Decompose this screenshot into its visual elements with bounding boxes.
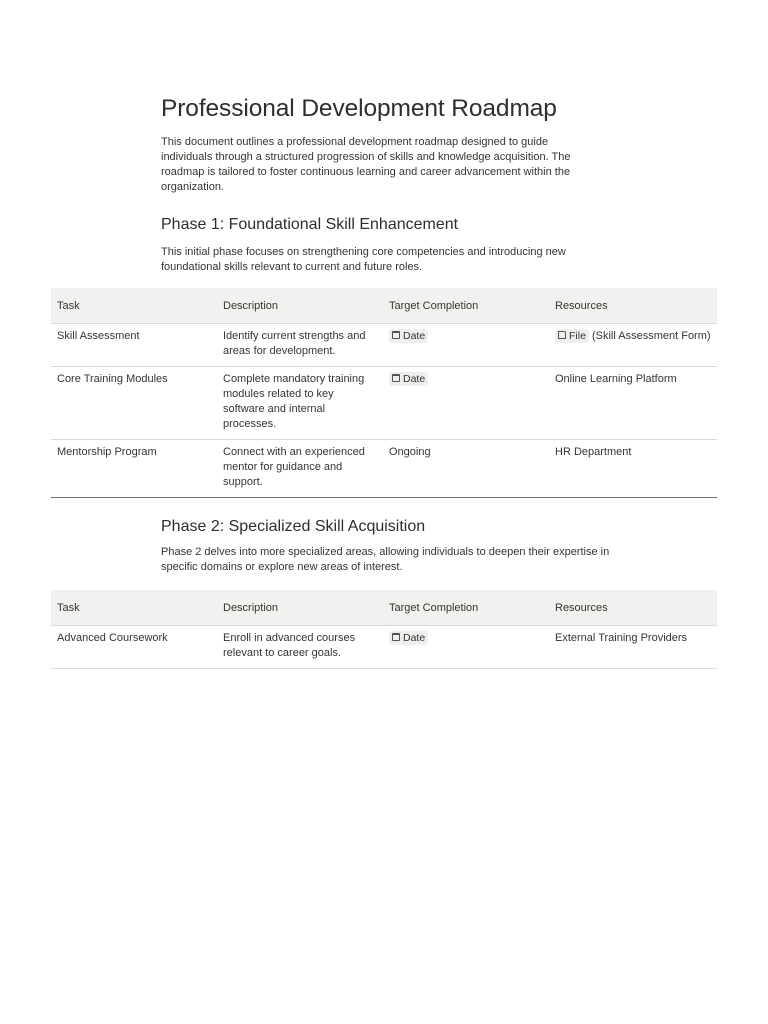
header-target-completion: Target Completion bbox=[383, 288, 549, 324]
cell-target: Ongoing bbox=[383, 440, 549, 498]
phase2-section bbox=[161, 517, 611, 575]
intro-paragraph: This document outlines a professional development roadmap designed to guide individuals through a structured progression of skills and knowledge acquisition. The roadmap is tailored to foster continuous learning and career advancement within the organization. bbox=[161, 136, 571, 193]
date-chip[interactable] bbox=[389, 329, 428, 343]
header-target-completion: Target Completion bbox=[383, 590, 549, 626]
cell-task: Core Training Modules bbox=[51, 367, 217, 440]
date-chip-label: Date bbox=[403, 632, 426, 644]
cell-task: Mentorship Program bbox=[51, 440, 217, 498]
date-chip-label: Date bbox=[403, 373, 426, 385]
cell-resources: Online Learning Platform bbox=[549, 367, 717, 440]
header-task: Task bbox=[51, 590, 217, 626]
header-description: Description bbox=[217, 590, 383, 626]
calendar-icon bbox=[392, 331, 400, 339]
cell-target bbox=[383, 324, 549, 367]
header-resources: Resources bbox=[549, 590, 717, 626]
cell-resources: External Training Providers bbox=[549, 626, 717, 669]
date-chip[interactable] bbox=[389, 372, 428, 386]
header-task: Task bbox=[51, 288, 217, 324]
cell-target bbox=[383, 626, 549, 669]
calendar-icon bbox=[392, 633, 400, 641]
cell-resources bbox=[549, 324, 717, 367]
cell-description: Identify current strengths and areas for development. bbox=[217, 324, 383, 367]
table-header-row bbox=[51, 590, 717, 626]
cell-task: Skill Assessment bbox=[51, 324, 217, 367]
document-header bbox=[161, 93, 601, 195]
file-chip-label: File bbox=[569, 330, 586, 342]
phase1-section bbox=[161, 215, 611, 275]
header-resources: Resources bbox=[549, 288, 717, 324]
phase2-heading: Phase 2: Specialized Skill Acquisition bbox=[161, 518, 426, 535]
file-icon bbox=[558, 331, 566, 339]
cell-description: Enroll in advanced courses relevant to career goals. bbox=[217, 626, 383, 669]
phase2-description: Phase 2 delves into more specialized areas, allowing individuals to deepen their expertise in specific domains or explore new areas of interest. bbox=[161, 546, 610, 573]
phase2-table bbox=[51, 590, 717, 669]
file-chip[interactable] bbox=[555, 329, 589, 343]
cell-description: Complete mandatory training modules related to key software and internal processes. bbox=[217, 367, 383, 440]
phase1-table bbox=[51, 288, 717, 498]
cell-description: Connect with an experienced mentor for guidance and support. bbox=[217, 440, 383, 498]
phase1-description: This initial phase focuses on strengthening core competencies and introducing new foundational skills relevant to current and future roles. bbox=[161, 246, 566, 273]
table-row bbox=[51, 440, 717, 498]
cell-target bbox=[383, 367, 549, 440]
cell-task: Advanced Coursework bbox=[51, 626, 217, 669]
table-row bbox=[51, 324, 717, 367]
header-description: Description bbox=[217, 288, 383, 324]
date-chip-label: Date bbox=[403, 330, 426, 342]
resource-text: (Skill Assessment Form) bbox=[588, 330, 711, 342]
date-chip[interactable] bbox=[389, 631, 428, 645]
calendar-icon bbox=[392, 374, 400, 382]
page-title: Professional Development Roadmap bbox=[161, 95, 557, 122]
table-row bbox=[51, 367, 717, 440]
table-header-row bbox=[51, 288, 717, 324]
cell-resources: HR Department bbox=[549, 440, 717, 498]
phase1-heading: Phase 1: Foundational Skill Enhancement bbox=[161, 216, 459, 233]
table-row bbox=[51, 626, 717, 669]
